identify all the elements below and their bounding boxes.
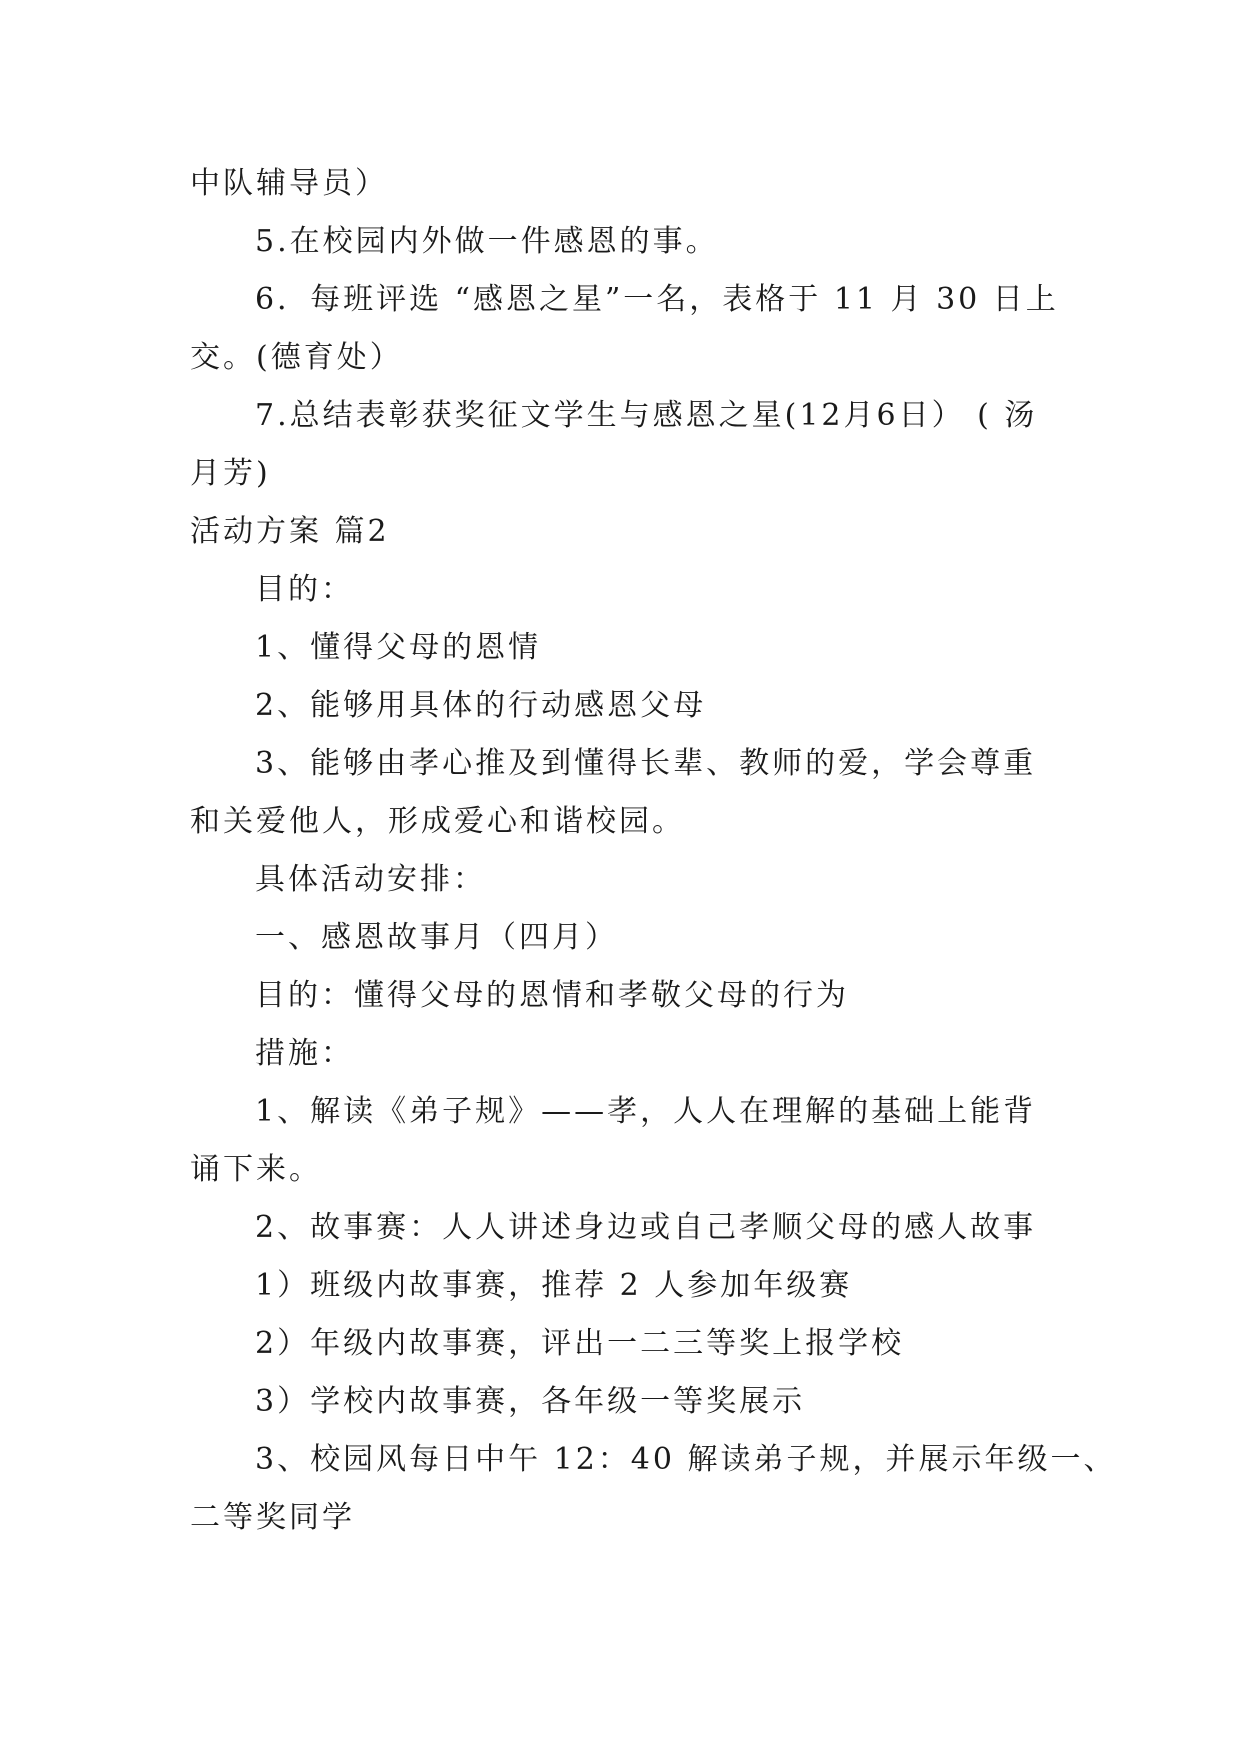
text-line: 月芳) xyxy=(190,456,271,491)
text-line: 3）学校内故事赛，各年级一等奖展示 xyxy=(255,1384,806,1419)
text-line: 目的： xyxy=(255,572,354,607)
section-heading: 活动方案 篇2 xyxy=(190,514,390,549)
text-line: 1）班级内故事赛，推荐 2 人参加年级赛 xyxy=(255,1268,853,1303)
text-line: 交。(德育处） xyxy=(190,340,403,375)
text-line: 3、能够由孝心推及到懂得长辈、教师的爱，学会尊重 xyxy=(255,746,1037,781)
text-line: 1、解读《弟子规》——孝，人人在理解的基础上能背 xyxy=(255,1094,1037,1129)
text-line: 目的：懂得父母的恩情和孝敬父母的行为 xyxy=(255,978,849,1013)
text-line: 二等奖同学 xyxy=(190,1500,355,1535)
text-line: 6．每班评选 “感恩之星”一名，表格于 11 月 30 日上 xyxy=(255,282,1059,317)
text-line: 一、感恩故事月（四月） xyxy=(255,920,618,955)
text-line: 2）年级内故事赛，评出一二三等奖上报学校 xyxy=(255,1326,905,1361)
text-line: 7.总结表彰获奖征文学生与感恩之星(12月6日） ( 汤 xyxy=(255,398,1038,433)
text-line: 2、能够用具体的行动感恩父母 xyxy=(255,688,707,723)
text-line: 中队辅导员） xyxy=(190,166,388,201)
text-line: 5.在校园内外做一件感恩的事。 xyxy=(255,224,719,259)
text-line: 诵下来。 xyxy=(190,1152,322,1187)
text-line: 2、故事赛：人人讲述身边或自己孝顺父母的感人故事 xyxy=(255,1210,1037,1245)
text-line: 1、懂得父母的恩情 xyxy=(255,630,542,665)
text-line: 具体活动安排： xyxy=(255,862,486,897)
text-line: 措施： xyxy=(255,1036,354,1071)
text-line: 和关爱他人，形成爱心和谐校园。 xyxy=(190,804,685,839)
text-line: 3、校园风每日中午 12：40 解读弟子规，并展示年级一、 xyxy=(255,1442,1117,1477)
